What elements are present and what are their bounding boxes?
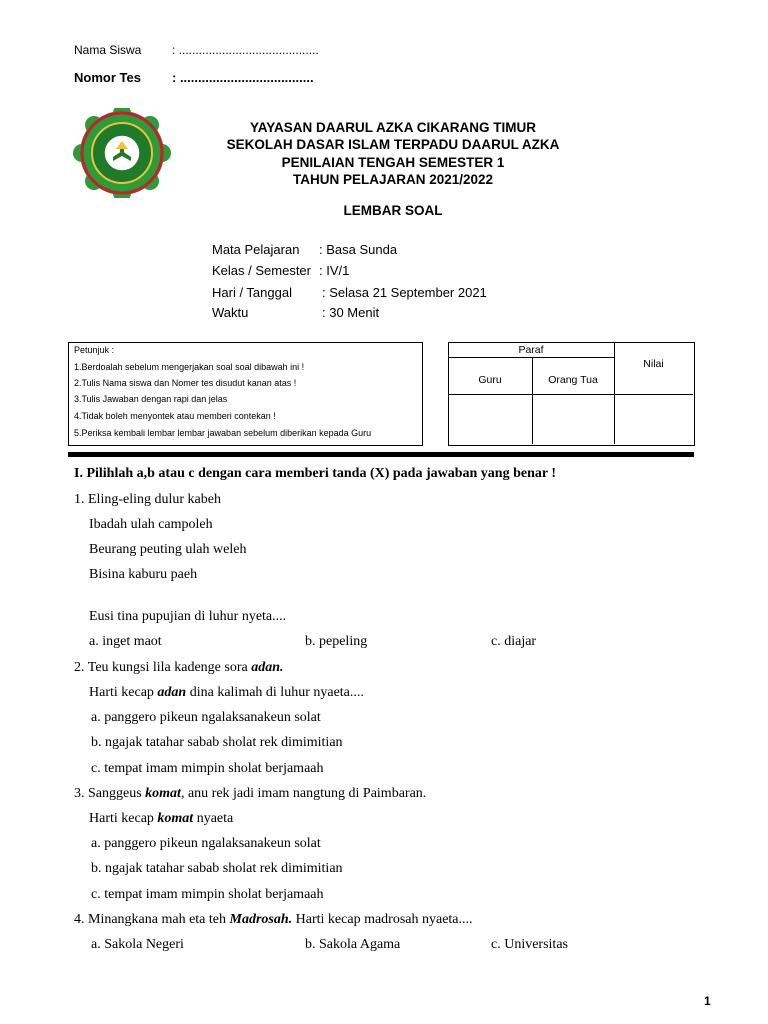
q3-question-post: nyaeta	[193, 811, 234, 826]
q4-option-c[interactable]: c. Universitas	[491, 937, 568, 952]
q2-keyword: adan.	[251, 660, 284, 675]
q1-option-a[interactable]: a. inget maot	[89, 634, 162, 649]
q2-option-b[interactable]: b. ngajak tatahar sabab sholat rek dimimitian	[91, 735, 343, 750]
q4-keyword: Madrosah.	[229, 912, 293, 927]
test-number-value: : .....................................	[172, 70, 314, 85]
student-name-value: : ..........................................	[172, 43, 319, 57]
q2-stem-text: 2. Teu kungsi lila kadenge sora	[74, 660, 252, 675]
subject-label: Mata Pelajaran	[212, 242, 300, 257]
subject-value: : Basa Sunda	[319, 242, 398, 257]
student-name-label: Nama Siswa	[74, 43, 142, 57]
instruction-item: 1.Berdoalah sebelum mengerjakan soal soal dibawah ini !	[74, 362, 305, 372]
instructions-title: Petunjuk :	[74, 345, 115, 355]
time-label: Waktu	[212, 305, 249, 320]
q4-option-a[interactable]: a. Sakola Negeri	[91, 937, 184, 952]
section-1-heading: I. Pilihlah a,b atau c dengan cara memberi tanda (X) pada jawaban yang benar !	[74, 466, 557, 481]
q3-question-keyword: komat	[157, 811, 194, 826]
school-logo	[72, 108, 172, 198]
q1-verse-line: 1. Eling-eling dulur kabeh	[74, 492, 221, 507]
q1-verse-line: Ibadah ulah campoleh	[89, 517, 213, 532]
q3-question	[89, 811, 233, 827]
time-value: : 30 Menit	[322, 305, 380, 320]
instruction-item: 3.Tulis Jawaban dengan rapi dan jelas	[74, 394, 228, 404]
q2-option-a[interactable]: a. panggero pikeun ngalaksanakeun solat	[91, 710, 321, 725]
q2-question-keyword: adan	[157, 685, 187, 700]
q1-option-c[interactable]: c. diajar	[491, 634, 537, 649]
class-label: Kelas / Semester	[212, 263, 311, 278]
paraf-header: Paraf	[518, 344, 544, 356]
q3-option-b[interactable]: b. ngajak tatahar sabab sholat rek dimimitian	[91, 861, 343, 876]
q2-option-c[interactable]: c. tempat imam mimpin sholat berjamaah	[91, 761, 324, 776]
q1-question: Eusi tina pupujian di luhur nyeta....	[89, 609, 287, 624]
separator-rule	[68, 452, 694, 457]
page-number: 1	[704, 994, 711, 1008]
instruction-item: 4.Tidak boleh menyontek atau memberi contekan !	[74, 411, 276, 421]
q3-stem-pre: 3. Sanggeus	[74, 786, 146, 801]
q3-option-a[interactable]: a. panggero pikeun ngalaksanakeun solat	[91, 836, 321, 851]
nilai-header: Nilai	[643, 358, 664, 370]
q2-stem	[74, 660, 284, 676]
header-foundation: YAYASAN DAARUL AZKA CIKARANG TIMUR	[249, 120, 537, 135]
q1-option-b[interactable]: b. pepeling	[305, 634, 368, 649]
q2-question-post: dina kalimah di luhur nyaeta....	[186, 685, 364, 700]
q3-question-pre: Harti kecap	[89, 811, 158, 826]
q4-stem-pre: 4. Minangkana mah eta teh	[74, 912, 230, 927]
q3-stem	[74, 786, 426, 802]
q3-option-c[interactable]: c. tempat imam mimpin sholat berjamaah	[91, 887, 324, 902]
school-logo-icon	[72, 108, 172, 198]
q3-stem-post: , anu rek jadi imam nangtung di Paimbaran.	[180, 786, 427, 801]
score-divider	[448, 394, 693, 395]
orang-tua-header: Orang Tua	[548, 374, 598, 386]
score-divider	[532, 357, 533, 444]
class-value: : IV/1	[319, 263, 350, 278]
date-label: Hari / Tanggal	[212, 285, 292, 300]
date-value: : Selasa 21 September 2021	[322, 285, 487, 300]
header-assessment: PENILAIAN TENGAH SEMESTER 1	[281, 155, 505, 170]
score-divider	[448, 357, 614, 358]
q2-question-pre: Harti kecap	[89, 685, 158, 700]
q4-option-b[interactable]: b. Sakola Agama	[305, 937, 401, 952]
q1-verse-line: Bisina kaburu paeh	[89, 567, 198, 582]
instruction-item: 2.Tulis Nama siswa dan Nomer tes disudut kanan atas !	[74, 378, 297, 388]
q1-verse-line: Beurang peuting ulah weleh	[89, 542, 247, 557]
header-school: SEKOLAH DASAR ISLAM TERPADU DAARUL AZKA	[226, 137, 560, 152]
q4-stem-post: Harti kecap madrosah nyaeta....	[292, 912, 473, 927]
instruction-item: 5.Periksa kembali lembar lembar jawaban sebelum diberikan kepada Guru	[74, 428, 372, 438]
q2-question	[89, 685, 364, 701]
test-number-label: Nomor Tes	[74, 70, 141, 85]
q4-stem	[74, 912, 473, 928]
sheet-title: LEMBAR SOAL	[343, 203, 443, 218]
header-academic-year: TAHUN PELAJARAN 2021/2022	[292, 172, 494, 187]
q3-keyword: komat	[145, 786, 181, 801]
guru-header: Guru	[478, 374, 502, 386]
